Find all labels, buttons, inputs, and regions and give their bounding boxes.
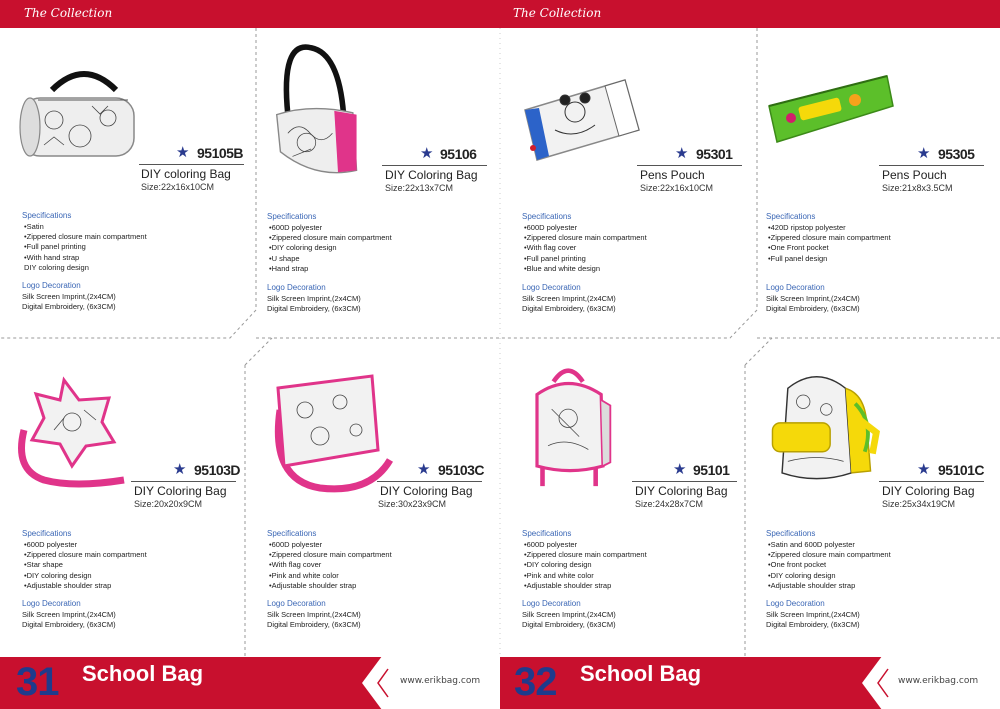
spec-item: • Zippered closure main compartment <box>24 550 147 560</box>
logo-decoration-heading: Logo Decoration <box>267 283 326 292</box>
logo-decoration-line: Digital Embroidery, (6x3CM) <box>766 620 860 629</box>
star-icon: ★ <box>420 144 434 162</box>
website-url-right: www.erikbag.com <box>898 676 979 686</box>
product-code: 95301 <box>696 146 733 162</box>
product-card-95101c <box>759 365 989 665</box>
spec-item: • Zippered closure main compartment <box>24 232 147 242</box>
spec-list <box>768 540 891 591</box>
product-name: DIY coloring Bag <box>141 167 231 181</box>
product-size: Size:30x23x9CM <box>378 499 447 509</box>
spec-item: • Zippered closure main compartment <box>768 550 891 560</box>
logo-decoration-line: Digital Embroidery, (6x3CM) <box>522 620 616 629</box>
product-card-95103c <box>260 370 490 670</box>
logo-decoration-line: Digital Embroidery, (6x3CM) <box>267 304 361 313</box>
section-title-left: School Bag <box>82 661 204 686</box>
star-icon: ★ <box>917 144 931 162</box>
logo-decoration-line: Silk Screen Imprint,(2x4CM) <box>766 610 860 619</box>
divider-rule <box>377 481 482 482</box>
spec-item: • Full panel design <box>768 254 891 264</box>
spec-item: • Satin <box>24 222 147 232</box>
spec-item: • Adjustable shoulder strap <box>524 581 647 591</box>
star-icon: ★ <box>673 460 687 478</box>
spec-list <box>768 223 891 264</box>
logo-decoration-heading: Logo Decoration <box>522 599 581 608</box>
spec-item: • Blue and white design <box>524 264 647 274</box>
specifications-heading: Specifications <box>267 529 317 538</box>
logo-decoration-line: Silk Screen Imprint,(2x4CM) <box>267 294 361 303</box>
divider-rule <box>382 165 487 166</box>
divider-rule <box>637 165 742 166</box>
spec-item: • 600D polyester <box>524 540 647 550</box>
logo-decoration-heading: Logo Decoration <box>766 599 825 608</box>
logo-decoration-line: Digital Embroidery, (6x3CM) <box>766 304 860 313</box>
spec-item: • DIY coloring design <box>768 571 891 581</box>
spec-item: • Adjustable shoulder strap <box>269 581 392 591</box>
product-size: Size:20x20x9CM <box>134 499 203 509</box>
product-card-95301 <box>515 60 745 360</box>
star-icon: ★ <box>417 460 431 478</box>
product-size: Size:25x34x19CM <box>882 499 956 509</box>
product-code: 95305 <box>938 146 975 162</box>
spec-item: • Zippered closure main compartment <box>524 550 647 560</box>
spec-item: • Full panel printing <box>524 254 647 264</box>
spec-item: • 420D ripstop polyester <box>768 223 891 233</box>
logo-decoration-line: Silk Screen Imprint,(2x4CM) <box>522 610 616 619</box>
product-image-backpack-yellow <box>759 365 884 500</box>
logo-decoration-heading: Logo Decoration <box>22 599 81 608</box>
product-name: DIY Coloring Bag <box>380 484 473 498</box>
spec-item: • 600D polyester <box>269 540 392 550</box>
page-number-right: 32 <box>514 660 557 704</box>
product-image-backpack-pink <box>515 360 625 495</box>
page-number-left: 31 <box>16 660 59 704</box>
spec-item: • With flag cover <box>269 560 392 570</box>
product-card-95305 <box>759 60 989 360</box>
product-image-star-bag <box>14 370 154 490</box>
spec-item: • Pink and white color <box>524 571 647 581</box>
spec-list <box>524 540 647 591</box>
logo-decoration-heading: Logo Decoration <box>522 283 581 292</box>
product-size: Size:22x16x10CM <box>640 183 714 193</box>
logo-decoration-line: Silk Screen Imprint,(2x4CM) <box>22 292 116 301</box>
product-size: Size:21x8x3.5CM <box>882 183 953 193</box>
product-card-95106 <box>260 40 490 340</box>
product-name: DIY Coloring Bag <box>635 484 728 498</box>
section-title-right: School Bag <box>580 661 702 686</box>
logo-decoration-line: Silk Screen Imprint,(2x4CM) <box>267 610 361 619</box>
star-icon: ★ <box>176 143 190 161</box>
product-card-95101 <box>515 360 745 660</box>
spec-item: • Full panel printing <box>24 242 147 252</box>
product-size: Size:22x13x7CM <box>385 183 454 193</box>
spec-item: • With hand strap <box>24 253 147 263</box>
spec-list <box>269 540 392 591</box>
spec-item: • Star shape <box>24 560 147 570</box>
divider-rule <box>632 481 737 482</box>
spec-item: • Satin and 600D polyester <box>768 540 891 550</box>
product-name: Pens Pouch <box>640 168 705 182</box>
product-code: 95103D <box>194 462 241 478</box>
chevron-left-icon <box>372 663 394 703</box>
product-card-95105b <box>14 60 244 360</box>
specifications-heading: Specifications <box>22 529 72 538</box>
product-code: 95106 <box>440 146 477 162</box>
specifications-heading: Specifications <box>267 212 317 221</box>
header-title-left: The Collection <box>24 6 113 20</box>
logo-decoration-line: Silk Screen Imprint,(2x4CM) <box>766 294 860 303</box>
spec-item: • U shape <box>269 254 392 264</box>
spec-item: • DIY coloring design <box>524 560 647 570</box>
specifications-heading: Specifications <box>766 529 816 538</box>
logo-decoration-line: Digital Embroidery, (6x3CM) <box>22 302 116 311</box>
divider-rule <box>139 164 244 165</box>
spec-item: • Adjustable shoulder strap <box>24 581 147 591</box>
website-url-left: www.erikbag.com <box>400 676 481 686</box>
chevron-left-icon <box>872 663 894 703</box>
logo-decoration-heading: Logo Decoration <box>766 283 825 292</box>
spec-item: • Zippered closure main compartment <box>269 233 392 243</box>
spec-item: DIY coloring design <box>24 262 89 272</box>
product-name: DIY Coloring Bag <box>134 484 227 498</box>
spec-item: • DIY coloring design <box>24 571 147 581</box>
logo-decoration-line: Digital Embroidery, (6x3CM) <box>522 304 616 313</box>
spec-item: • Pink and white color <box>269 571 392 581</box>
spec-item: • One front pocket <box>768 560 891 570</box>
spec-item: • 600D polyester <box>24 540 147 550</box>
product-code: 95101 <box>693 462 730 478</box>
spec-item: • 600D polyester <box>269 223 392 233</box>
logo-decoration-line: Silk Screen Imprint,(2x4CM) <box>522 294 616 303</box>
star-icon: ★ <box>675 144 689 162</box>
specifications-heading: Specifications <box>522 212 572 221</box>
product-code: 95105B <box>197 145 244 161</box>
product-code: 95101C <box>938 462 985 478</box>
spec-list <box>24 222 147 273</box>
spec-list <box>269 223 392 274</box>
product-code: 95103C <box>438 462 485 478</box>
divider-rule <box>879 165 984 166</box>
product-name: DIY Coloring Bag <box>882 484 975 498</box>
spec-item: • Adjustable shoulder strap <box>768 581 891 591</box>
logo-decoration-line: Silk Screen Imprint,(2x4CM) <box>22 610 116 619</box>
product-image-u-shape-bag <box>260 40 390 180</box>
star-icon: ★ <box>917 460 931 478</box>
logo-decoration-heading: Logo Decoration <box>22 281 81 290</box>
spec-item: • Hand strap <box>269 264 392 274</box>
spec-item: • Zippered closure main compartment <box>269 550 392 560</box>
specifications-heading: Specifications <box>522 529 572 538</box>
product-image-pens-pouch-blue <box>515 60 655 180</box>
logo-decoration-heading: Logo Decoration <box>267 599 326 608</box>
logo-decoration-line: Digital Embroidery, (6x3CM) <box>22 620 116 629</box>
logo-decoration-line: Digital Embroidery, (6x3CM) <box>267 620 361 629</box>
spec-item: • With flag cover <box>524 243 647 253</box>
product-image-cylinder-bag <box>14 60 154 180</box>
specifications-heading: Specifications <box>766 212 816 221</box>
product-size: Size:24x28x7CM <box>635 499 704 509</box>
product-name: Pens Pouch <box>882 168 947 182</box>
spec-item: • 600D polyester <box>524 223 647 233</box>
header-title-right: The Collection <box>513 6 602 20</box>
product-card-95103d <box>14 370 244 670</box>
spec-item: • DIY coloring design <box>269 243 392 253</box>
divider-rule <box>131 481 236 482</box>
spec-item: • Zippered closure main compartment <box>768 233 891 243</box>
spec-item: • Zippered closure main compartment <box>524 233 647 243</box>
spec-list <box>524 223 647 274</box>
product-image-pens-pouch-green <box>759 60 899 180</box>
divider-rule <box>879 481 984 482</box>
specifications-heading: Specifications <box>22 211 72 220</box>
star-icon: ★ <box>173 460 187 478</box>
spec-list <box>24 540 147 591</box>
product-name: DIY Coloring Bag <box>385 168 478 182</box>
product-size: Size:22x16x10CM <box>141 182 215 192</box>
spec-item: • One Front pocket <box>768 243 891 253</box>
